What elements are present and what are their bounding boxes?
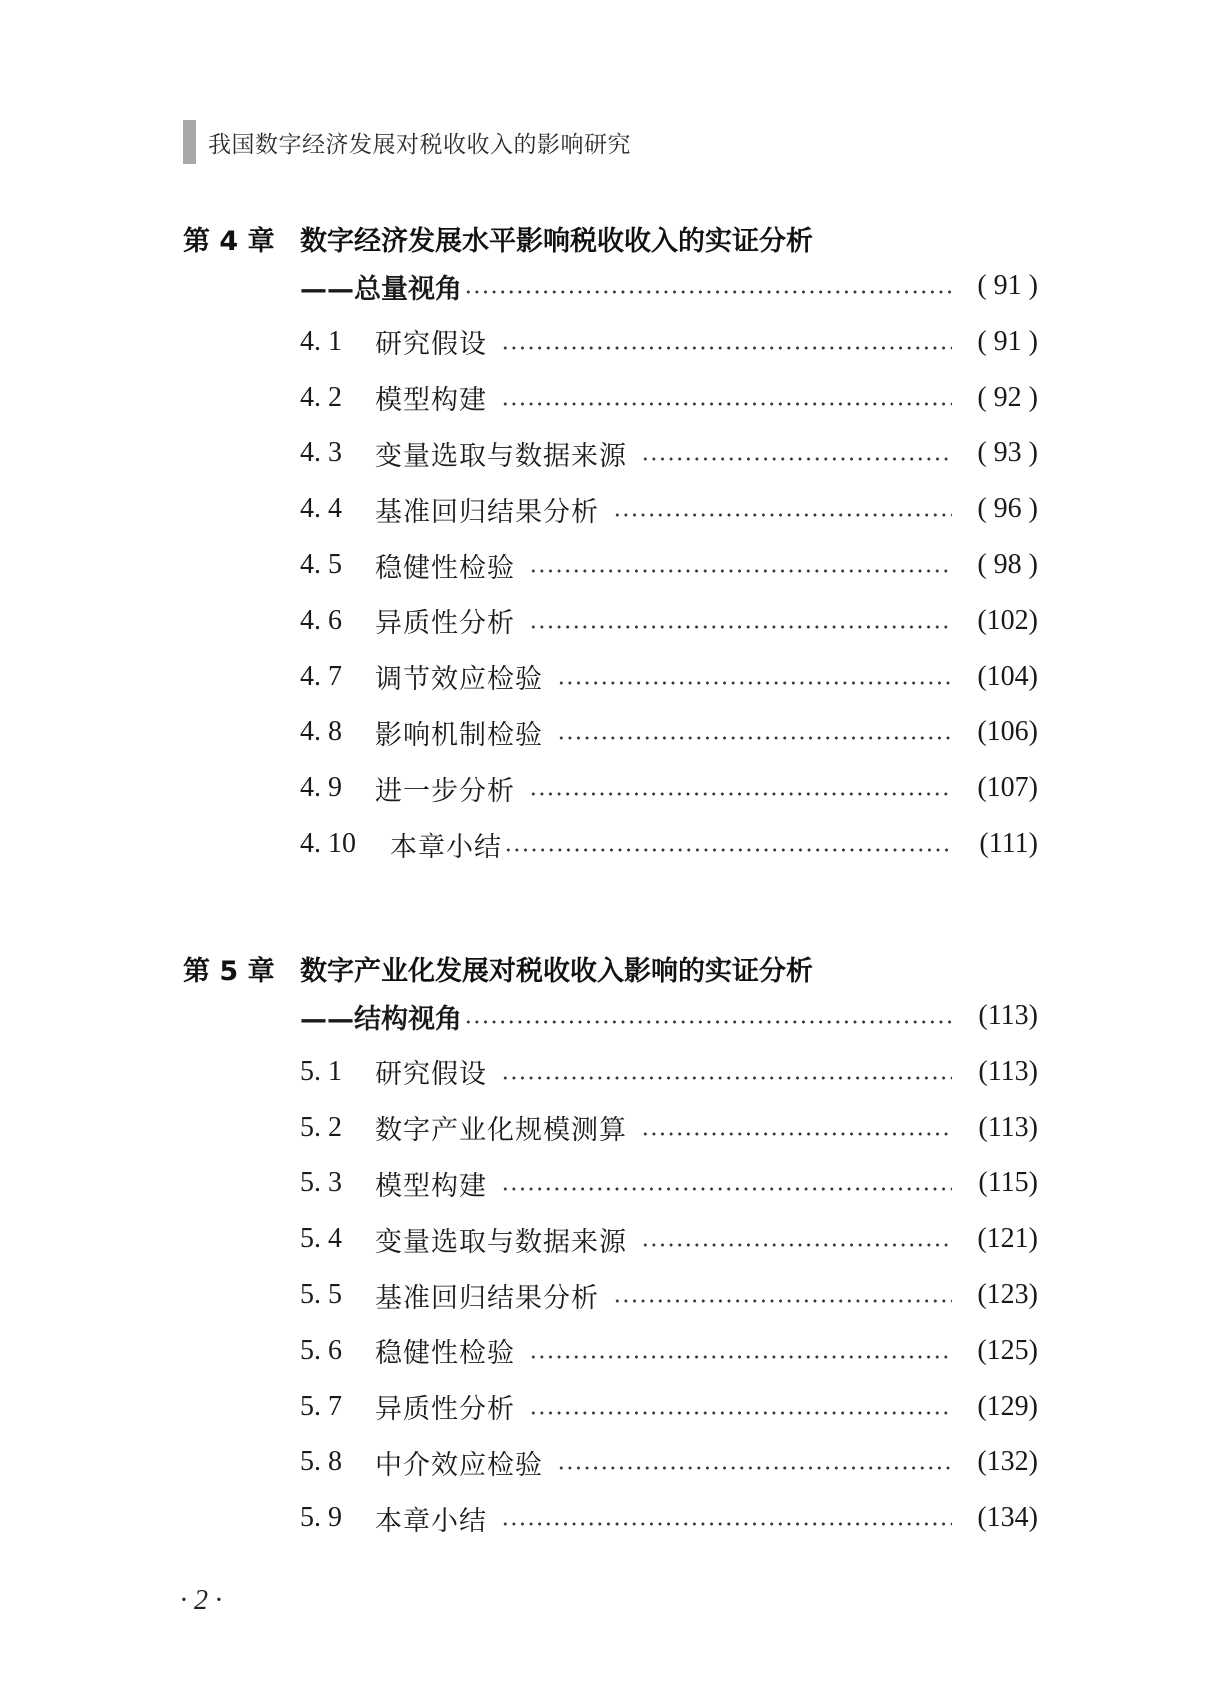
page-number: ( 91 ) (977, 270, 1038, 301)
page-number: (111) (979, 828, 1038, 860)
dot-leader (529, 1355, 952, 1359)
section-number: 4. 7 (300, 660, 342, 692)
dot-leader (464, 290, 952, 294)
toc-entry[interactable] (300, 1490, 1038, 1546)
toc-entry[interactable] (300, 314, 1038, 370)
section-title: 中介效应检验 (375, 1449, 543, 1481)
toc-entry[interactable] (300, 1435, 1038, 1491)
page-number: (115) (978, 1167, 1038, 1199)
section-number: 4. 6 (300, 604, 342, 636)
toc-entry[interactable] (300, 649, 1038, 705)
section-number: 4. 3 (300, 437, 342, 469)
toc-entry[interactable] (300, 816, 1038, 872)
page-number: (107) (977, 772, 1038, 804)
chapter-subtitle: ——总量视角 (300, 273, 462, 305)
section-number: 4. 4 (300, 493, 342, 525)
dot-leader (641, 1243, 952, 1247)
page-number: (134) (977, 1502, 1038, 1534)
section-title: 模型构建 (375, 1170, 487, 1202)
toc-entry[interactable] (300, 1267, 1038, 1323)
section-title: 进一步分析 (375, 775, 515, 807)
section-title: 影响机制检验 (375, 719, 543, 751)
section-number: 5. 5 (300, 1279, 342, 1311)
section-number: 5. 9 (300, 1502, 342, 1534)
page-number: (113) (978, 1055, 1038, 1087)
toc-entry[interactable] (300, 1211, 1038, 1267)
page-number: ( 98 ) (977, 549, 1038, 581)
dot-leader (529, 625, 952, 629)
page-number: (129) (977, 1390, 1038, 1422)
toc-entry[interactable] (300, 705, 1038, 761)
dot-leader (501, 1522, 952, 1526)
dot-leader (464, 1020, 952, 1024)
page-number: (113) (978, 1000, 1038, 1031)
section-number: 5. 7 (300, 1390, 342, 1422)
section-title: 异质性分析 (375, 1394, 515, 1426)
section-title: 基准回归结果分析 (375, 496, 599, 528)
toc-entry[interactable] (300, 370, 1038, 426)
toc-entry[interactable] (300, 1100, 1038, 1156)
toc-entry[interactable] (300, 1156, 1038, 1212)
section-number: 4. 9 (300, 772, 342, 804)
section-title: 研究假设 (375, 329, 487, 361)
chapter-title: 数字产业化发展对税收收入影响的实证分析 (300, 955, 813, 987)
toc-entry[interactable] (300, 481, 1038, 537)
section-title: 研究假设 (375, 1059, 487, 1091)
page-number: (106) (977, 716, 1038, 748)
book-title: 我国数字经济发展对税收收入的影响研究 (208, 131, 631, 158)
section-title: 本章小结 (375, 1505, 487, 1537)
dot-leader (557, 736, 952, 740)
dot-leader (504, 848, 952, 852)
dot-leader (501, 1187, 952, 1191)
chapter-title: 数字经济发展水平影响税收收入的实证分析 (300, 225, 813, 257)
section-number: 4. 10 (300, 828, 356, 860)
chapter-heading (183, 948, 1038, 988)
section-number: 4. 8 (300, 716, 342, 748)
page-number: (125) (977, 1334, 1038, 1366)
page-number: (121) (977, 1223, 1038, 1255)
section-title: 本章小结 (390, 831, 502, 863)
toc-entry[interactable] (300, 1379, 1038, 1435)
section-title: 稳健性检验 (375, 552, 515, 584)
page-number: (132) (977, 1446, 1038, 1478)
page-number: (123) (977, 1279, 1038, 1311)
section-number: 5. 8 (300, 1446, 342, 1478)
page-folio: · 2 · (180, 1585, 222, 1616)
page-number: ( 96 ) (977, 493, 1038, 525)
running-header (183, 120, 631, 164)
header-bar-decoration (183, 120, 196, 164)
dot-leader (529, 792, 952, 796)
section-title: 变量选取与数据来源 (375, 1226, 627, 1258)
section-number: 4. 1 (300, 325, 342, 357)
page-number: (113) (978, 1111, 1038, 1143)
page-number: ( 92 ) (977, 381, 1038, 413)
section-title: 基准回归结果分析 (375, 1282, 599, 1314)
chapter-4 (183, 218, 1038, 872)
section-number: 5. 1 (300, 1055, 342, 1087)
toc-entry[interactable] (300, 1044, 1038, 1100)
section-title: 数字产业化规模测算 (375, 1115, 627, 1147)
section-number: 5. 4 (300, 1223, 342, 1255)
section-title: 变量选取与数据来源 (375, 440, 627, 472)
dot-leader (501, 346, 952, 350)
section-title: 稳健性检验 (375, 1338, 515, 1370)
toc-entry[interactable] (300, 426, 1038, 482)
dot-leader (501, 1076, 952, 1080)
dot-leader (641, 457, 952, 461)
page-number: (102) (977, 604, 1038, 636)
toc-entry-subtitle[interactable] (300, 988, 1038, 1044)
chapter-number: 第 5 章 (183, 955, 275, 987)
toc-entry[interactable] (300, 1323, 1038, 1379)
dot-leader (529, 1411, 952, 1415)
dot-leader (613, 1299, 952, 1303)
chapter-heading (183, 218, 1038, 258)
dot-leader (613, 513, 952, 517)
dot-leader (641, 1132, 952, 1136)
dot-leader (529, 569, 952, 573)
page-number: (104) (977, 660, 1038, 692)
page-number: ( 93 ) (977, 437, 1038, 469)
chapter-5 (183, 948, 1038, 1546)
dot-leader (557, 681, 952, 685)
page-number: ( 91 ) (977, 325, 1038, 357)
chapter-subtitle: ——结构视角 (300, 1003, 462, 1035)
toc-entry[interactable] (300, 537, 1038, 593)
section-number: 4. 5 (300, 549, 342, 581)
toc-entry[interactable] (300, 593, 1038, 649)
toc-entry-subtitle[interactable] (300, 258, 1038, 314)
section-number: 4. 2 (300, 381, 342, 413)
dot-leader (557, 1466, 952, 1470)
section-title: 调节效应检验 (375, 664, 543, 696)
chapter-number: 第 4 章 (183, 225, 275, 257)
section-title: 模型构建 (375, 385, 487, 417)
dot-leader (501, 402, 952, 406)
toc-entry[interactable] (300, 760, 1038, 816)
section-title: 异质性分析 (375, 608, 515, 640)
section-number: 5. 3 (300, 1167, 342, 1199)
section-number: 5. 6 (300, 1334, 342, 1366)
section-number: 5. 2 (300, 1111, 342, 1143)
